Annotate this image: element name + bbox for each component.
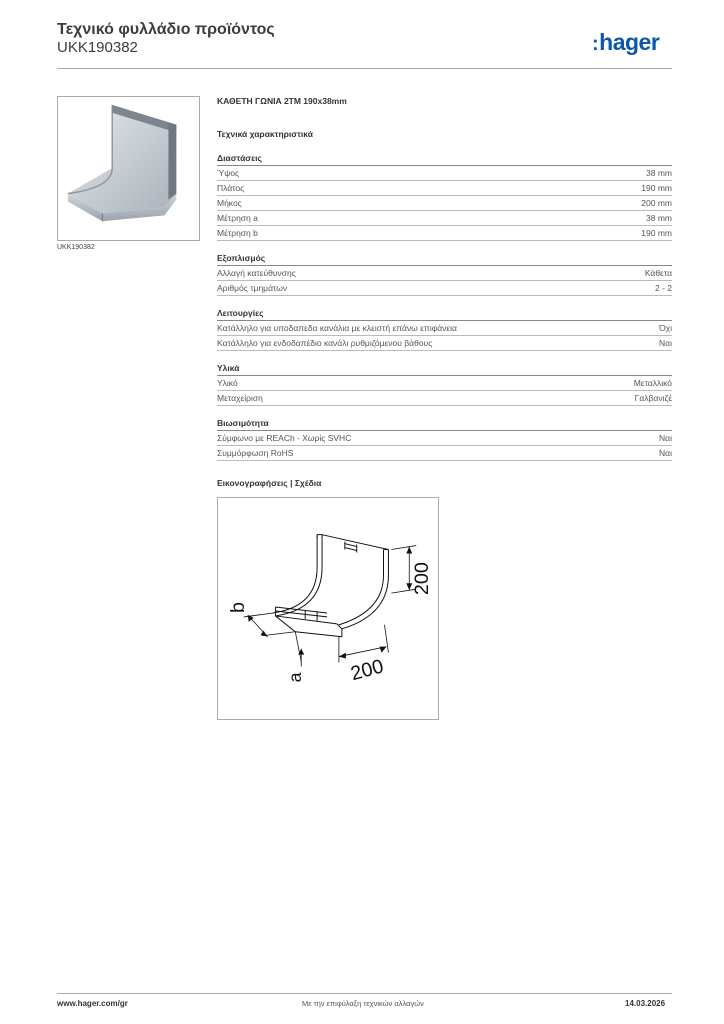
dim-label-200-horizontal: 200	[348, 655, 386, 686]
spec-value: 2 - 2	[654, 283, 672, 293]
dim-label-b: b	[226, 601, 249, 613]
footer-date: 14.03.2026	[625, 999, 666, 1008]
spec-row	[217, 281, 672, 296]
product-photo	[57, 96, 200, 241]
section-sustainability	[217, 418, 672, 461]
spec-value: Ναι	[659, 338, 672, 348]
spec-row	[217, 446, 672, 461]
spec-label: Κατάλληλο για ενδοδαπέδιο κανάλι ρυθμιζόμενου βάθους	[217, 338, 433, 348]
spec-row	[217, 181, 672, 196]
section-title: Λειτουργίες	[217, 308, 672, 321]
spec-label: Αλλαγή κατεύθυνσης	[217, 268, 296, 278]
spec-label: Ύψος	[217, 168, 240, 178]
dim-label-a: a	[285, 672, 306, 683]
specs-heading: Τεχνικά χαρακτηριστικά	[217, 129, 313, 139]
spec-label: Μέτρηση b	[217, 228, 258, 238]
spec-value: Ναι	[659, 433, 672, 443]
spec-value: Κάθετα	[644, 268, 672, 278]
section-title: Εξοπλισμός	[217, 253, 672, 266]
document-title: Τεχνικό φυλλάδιο προϊόντος	[57, 21, 275, 38]
spec-value: 38 mm	[646, 168, 672, 178]
product-code: UKK190382	[57, 39, 138, 56]
spec-row	[217, 391, 672, 406]
spec-panel	[217, 96, 672, 461]
section-equipment	[217, 253, 672, 296]
spec-row	[217, 211, 672, 226]
logo-text: hager	[599, 29, 660, 55]
spec-row	[217, 266, 672, 281]
illustrations-heading: Εικονογραφήσεις | Σχέδια	[217, 478, 322, 488]
spec-label: Μήκος	[217, 198, 242, 208]
section-title: Υλικά	[217, 363, 672, 376]
spec-value: 190 mm	[641, 228, 672, 238]
spec-row	[217, 226, 672, 241]
dim-label-200-vertical: 200	[411, 562, 434, 596]
spec-label: Συμμόρφωση RoHS	[217, 448, 294, 458]
spec-label: Μεταχείριση	[217, 393, 263, 403]
spec-value: 38 mm	[646, 213, 672, 223]
spec-row	[217, 336, 672, 351]
spec-value: Όχι	[659, 323, 672, 333]
spec-label: Σύμφωνο με REACh - Χωρίς SVHC	[217, 433, 352, 443]
spec-label: Πλάτος	[217, 183, 245, 193]
section-materials	[217, 363, 672, 406]
logo-dots: :	[592, 33, 599, 55]
spec-label: Μέτρηση a	[217, 213, 258, 223]
spec-value: 200 mm	[641, 198, 672, 208]
footer-notice: Με την επιφύλαξη τεχνικών αλλαγών	[302, 999, 424, 1008]
spec-value: Μεταλλικό	[633, 378, 672, 388]
section-functions	[217, 308, 672, 351]
spec-row	[217, 166, 672, 181]
technical-drawing	[217, 497, 439, 720]
spec-value: Ναι	[659, 448, 672, 458]
spec-row	[217, 376, 672, 391]
spec-value: 190 mm	[641, 183, 672, 193]
spec-value: Γαλβανιζέ	[634, 393, 672, 403]
product-name: ΚΑΘΕΤΗ ΓΩΝΙΑ 2ΤΜ 190x38mm	[217, 96, 347, 106]
hager-logo	[592, 29, 659, 56]
photo-caption: UKK190382	[57, 244, 95, 251]
spec-row	[217, 431, 672, 446]
technical-drawing-svg	[218, 498, 438, 719]
section-title: Βιωσιμότητα	[217, 418, 672, 431]
product-photo-image	[58, 97, 199, 240]
section-dimensions	[217, 153, 672, 241]
footer-website: www.hager.com/gr	[57, 999, 128, 1008]
footer-divider	[57, 993, 672, 994]
spec-row	[217, 196, 672, 211]
spec-label: Αριθμός τμημάτων	[217, 283, 288, 293]
section-title: Διαστάσεις	[217, 153, 672, 166]
spec-label: Κατάλληλο για υποδαπεδα κανάλια με κλειστή επάνω επιφάνεια	[217, 323, 457, 333]
spec-row	[217, 321, 672, 336]
spec-label: Υλικό	[217, 378, 238, 388]
header-divider	[57, 68, 672, 69]
